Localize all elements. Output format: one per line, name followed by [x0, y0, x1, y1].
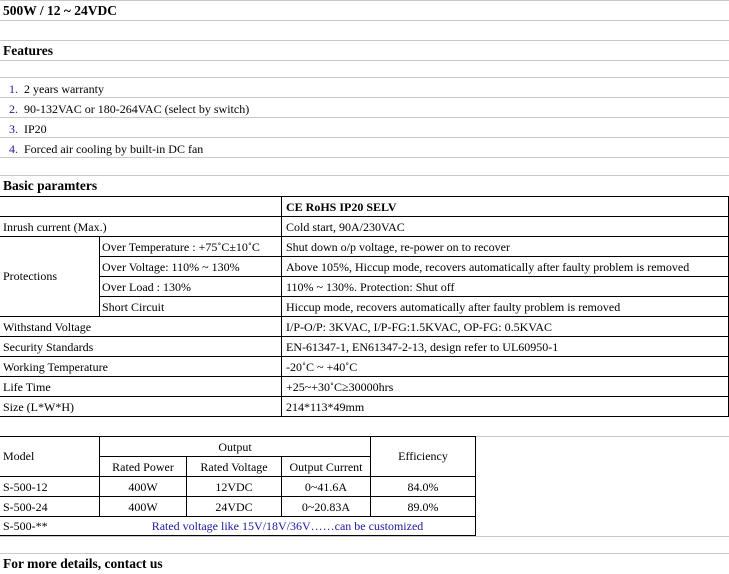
feature-number: 2. [9, 102, 18, 116]
grid-line [0, 20, 729, 21]
table-border [99, 456, 371, 457]
features-heading: Features [3, 43, 53, 58]
param-label: Size (L*W*H) [3, 400, 74, 414]
model-power: 400W [128, 480, 158, 494]
certifications: CE RoHS IP20 SELV [286, 200, 397, 214]
protection-name: Over Voltage: 110% ~ 130% [102, 260, 240, 274]
protection-name: Over Temperature : +75˚C±10˚C [102, 240, 260, 254]
model-voltage: 12VDC [215, 480, 253, 494]
grid-line [0, 137, 729, 138]
protection-value: Hiccup mode, recovers automatically after faulty problem is removed [286, 300, 621, 314]
model-efficiency: 84.0% [407, 480, 439, 494]
protection-value: Shut down o/p voltage, re-power on to recover [286, 240, 510, 254]
feature-number: 4. [9, 142, 18, 156]
protections-label: Protections [3, 269, 57, 283]
table-border [99, 236, 100, 316]
output-current-header: Output Current [289, 460, 363, 474]
table-border [0, 516, 476, 517]
model-header: Model [3, 449, 35, 463]
table-border [475, 436, 476, 536]
table-border [281, 196, 282, 416]
grid-line [0, 97, 729, 98]
table-border [99, 256, 729, 257]
grid-line [0, 77, 729, 78]
table-border [0, 336, 729, 337]
table-border [0, 476, 476, 477]
grid-line [0, 40, 729, 41]
grid-line [0, 553, 729, 554]
table-border [0, 436, 476, 437]
model-name: S-500-24 [3, 500, 48, 514]
grid-line [0, 0, 729, 1]
rated-power-header: Rated Power [112, 460, 174, 474]
efficiency-header: Efficiency [398, 449, 448, 463]
feature-number: 3. [9, 122, 18, 136]
grid-line [0, 536, 729, 537]
model-efficiency: 89.0% [407, 500, 439, 514]
param-value: I/P-O/P: 3KVAC, I/P-FG:1.5KVAC, OP-FG: 0.5KVAC [286, 320, 553, 334]
grid-line [0, 117, 729, 118]
param-label: Working Temperature [3, 360, 108, 374]
contact-text: For more details, contact us [3, 556, 163, 571]
page-title: 500W / 12 ~ 24VDC [3, 3, 118, 18]
param-value: +25~+30˚C≥30000hrs [286, 380, 394, 394]
output-header: Output [218, 440, 252, 454]
table-border [0, 396, 729, 397]
inrush-value: Cold start, 90A/230VAC [286, 220, 405, 234]
param-value: EN-61347-1, EN61347-2-13, design refer to UL60950-1 [286, 340, 559, 354]
table-border [0, 535, 476, 536]
custom-model-name: S-500-** [3, 519, 48, 533]
param-label: Security Standards [3, 340, 94, 354]
inrush-label: Inrush current (Max.) [3, 220, 107, 234]
model-name: S-500-12 [3, 480, 48, 494]
table-border [99, 296, 729, 297]
table-border [0, 196, 729, 197]
protection-name: Short Circuit [102, 300, 165, 314]
feature-number: 1. [9, 82, 18, 96]
param-label: Life Time [3, 380, 51, 394]
rated-voltage-header: Rated Voltage [200, 460, 268, 474]
protection-value: Above 105%, Hiccup mode, recovers automatically after faulty problem is removed [286, 260, 690, 274]
table-border [0, 356, 729, 357]
param-value: 214*113*49mm [286, 400, 365, 414]
protection-name: Over Load : 130% [102, 280, 191, 294]
protection-value: 110% ~ 130%. Protection: Shut off [286, 280, 455, 294]
grid-line [0, 157, 729, 158]
table-border [0, 216, 729, 217]
custom-note: Rated voltage like 15V/18V/36V……can be customized [151, 519, 424, 533]
table-border [0, 416, 729, 417]
feature-text: IP20 [24, 122, 47, 136]
table-border [0, 496, 476, 497]
table-border [0, 316, 729, 317]
model-voltage: 24VDC [215, 500, 253, 514]
table-border [99, 276, 729, 277]
table-border [0, 376, 729, 377]
grid-line [0, 60, 729, 61]
table-border [0, 236, 729, 237]
grid-line [0, 175, 729, 176]
param-label: Withstand Voltage [3, 320, 92, 334]
model-current: 0~20.83A [301, 500, 351, 514]
model-current: 0~41.6A [304, 480, 348, 494]
feature-text: Forced air cooling by built-in DC fan [24, 142, 204, 156]
model-power: 400W [128, 500, 158, 514]
feature-text: 90-132VAC or 180-264VAC (select by switch) [24, 102, 250, 116]
basic-heading: Basic paramters [3, 178, 98, 193]
feature-text: 2 years warranty [24, 82, 104, 96]
param-value: -20˚C ~ +40˚C [286, 360, 358, 374]
